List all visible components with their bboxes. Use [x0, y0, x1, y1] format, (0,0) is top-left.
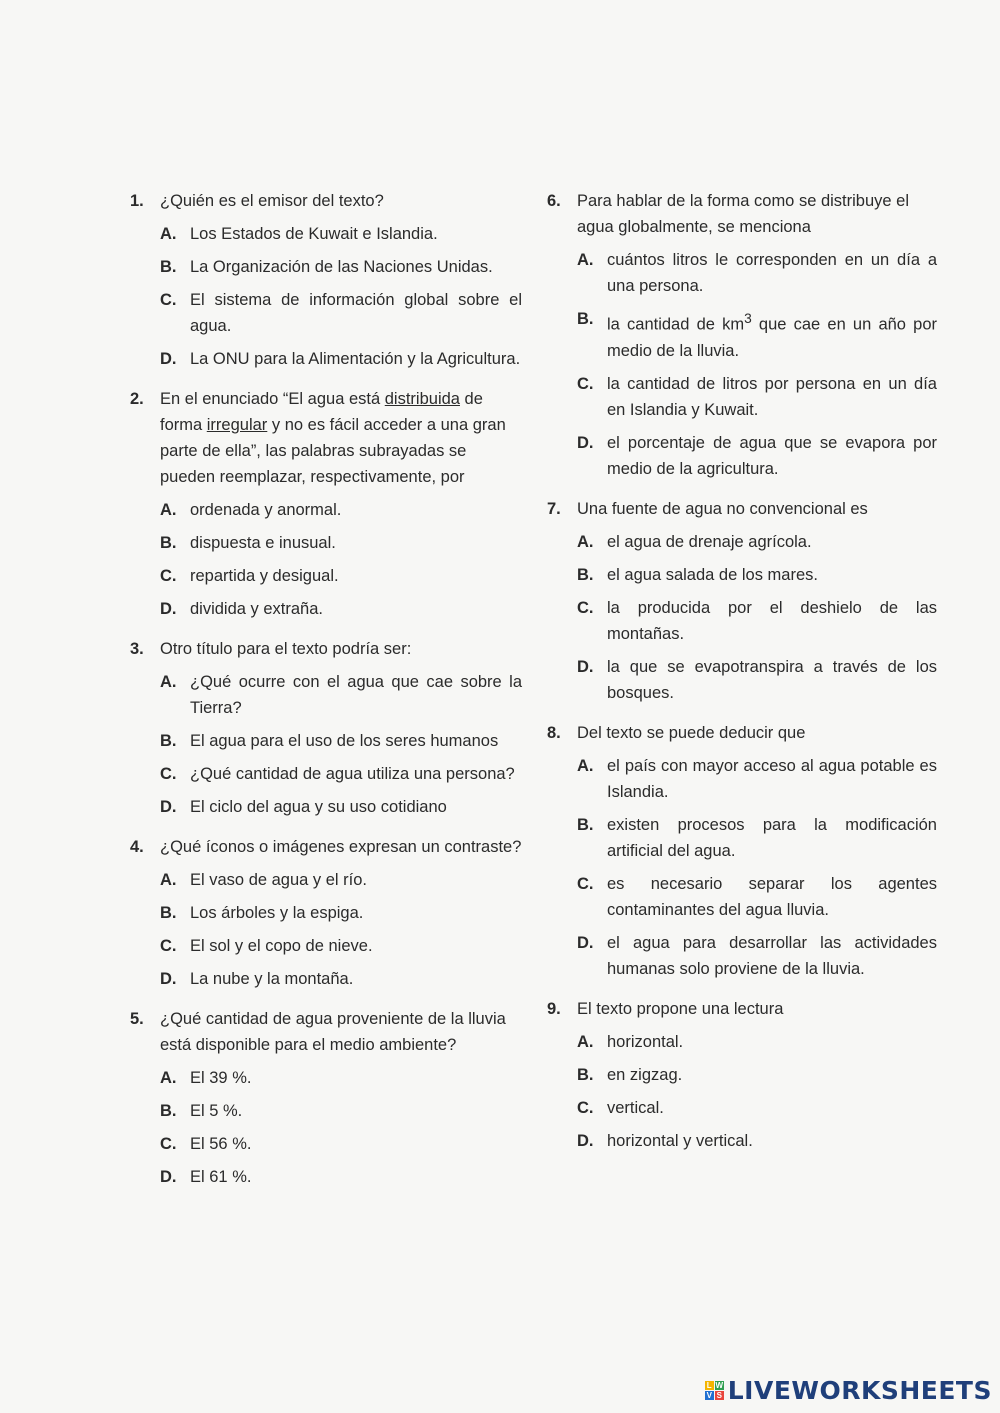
text-segment: de forma	[160, 390, 483, 434]
question-text: Para hablar de la forma como se distribuye el agua globalmente, se menciona	[577, 192, 909, 236]
text-segment: y no es fácil acceder a una gran parte de ella”, las palabras subrayadas se pueden reemplazar, respectivamente, por	[160, 416, 506, 486]
option-text: el país con mayor acceso al agua potable es Islandia.	[607, 756, 937, 801]
option-text: la producida por el deshielo de las montañas.	[607, 598, 937, 643]
option-text: el porcentaje de agua que se evapora por medio de la agricultura.	[607, 433, 937, 478]
option-text: ordenada y anormal.	[190, 501, 342, 519]
logo-tile: W	[715, 1381, 724, 1390]
option[interactable]	[160, 966, 522, 992]
option-text: el agua salada de los mares.	[607, 565, 818, 584]
option-text: La Organización de las Naciones Unidas.	[190, 258, 493, 276]
question-8	[547, 720, 937, 746]
left-column	[130, 188, 522, 1190]
question-text: Otro título para el texto podría ser:	[160, 640, 412, 658]
question-text: El texto propone una lectura	[577, 999, 784, 1018]
option[interactable]	[577, 1095, 937, 1121]
option[interactable]	[160, 596, 522, 622]
option[interactable]	[160, 497, 522, 523]
option[interactable]	[577, 595, 937, 647]
option-text: el agua para desarrollar las actividades humanas solo proviene de la lluvia.	[607, 933, 937, 978]
option[interactable]	[577, 430, 937, 482]
question-number: 3.	[130, 640, 144, 658]
logo-tile: V	[706, 1391, 712, 1400]
question-1	[130, 188, 522, 214]
option-text: El sistema de información global sobre el agua.	[190, 291, 522, 335]
question-text: ¿Quién es el emisor del texto?	[160, 192, 384, 210]
option[interactable]	[160, 530, 522, 556]
option-letter: C.	[577, 874, 594, 893]
option-letter: D.	[160, 600, 177, 618]
question-3	[130, 636, 522, 662]
text-segment: que cae en un año por medio de la lluvia.	[607, 315, 937, 360]
option-letter: D.	[577, 933, 594, 952]
option[interactable]	[160, 1164, 522, 1190]
option-text: la que se evapotranspira a través de los bosques.	[607, 657, 937, 702]
question-text: Una fuente de agua no convencional es	[577, 499, 868, 518]
option-text: existen procesos para la modificación artificial del agua.	[607, 815, 937, 860]
option-text: Los árboles y la espiga.	[190, 904, 364, 922]
option-letter: A.	[577, 251, 594, 269]
option-text: es necesario separar los agentes contaminantes del agua lluvia.	[607, 874, 937, 919]
option-letter: B.	[577, 1065, 594, 1084]
option-letter: A.	[160, 871, 177, 889]
option[interactable]	[160, 563, 522, 589]
option[interactable]	[577, 1128, 937, 1154]
liveworksheets-footer[interactable]	[705, 1376, 992, 1405]
question-text	[160, 386, 522, 490]
option-text: la cantidad de litros por persona en un día en Islandia y Kuwait.	[607, 374, 937, 419]
option-text: ¿Qué cantidad de agua utiliza una persona?	[190, 765, 515, 783]
option-text: Los Estados de Kuwait e Islandia.	[190, 225, 438, 243]
option-letter: D.	[160, 1168, 177, 1186]
question-5	[130, 1006, 522, 1058]
question-number: 2.	[130, 390, 144, 408]
option-text: repartida y desigual.	[190, 567, 339, 585]
text-segment: En el enunciado “El agua está	[160, 390, 385, 408]
option-letter: B.	[160, 904, 177, 922]
option[interactable]	[160, 1065, 522, 1091]
option-text: El 56 %.	[190, 1135, 252, 1153]
option-letter: A.	[577, 532, 594, 551]
logo-tile: L	[705, 1381, 714, 1390]
option-text: El 61 %.	[190, 1168, 252, 1186]
option-letter: D.	[160, 970, 177, 988]
right-column	[547, 188, 937, 1154]
option-letter: C.	[577, 374, 594, 393]
option[interactable]	[577, 306, 937, 364]
liveworksheets-logo-icon	[705, 1381, 724, 1400]
option[interactable]	[577, 871, 937, 923]
option[interactable]	[577, 562, 937, 588]
option-letter: D.	[577, 657, 594, 676]
option-text: ¿Qué ocurre con el agua que cae sobre la Tierra?	[190, 673, 522, 717]
option[interactable]	[160, 1131, 522, 1157]
underlined-word: distribuida	[384, 390, 460, 408]
question-number: 7.	[547, 499, 561, 518]
option-text: vertical.	[607, 1098, 664, 1117]
option[interactable]	[160, 287, 522, 339]
option-text: el agua de drenaje agrícola.	[607, 532, 812, 551]
option[interactable]	[577, 812, 937, 864]
option[interactable]	[160, 254, 522, 280]
option-letter: B.	[577, 565, 594, 584]
underlined-word: irregular	[206, 416, 268, 434]
text-segment: la cantidad de km	[607, 315, 745, 334]
option-text: El sol y el copo de nieve.	[190, 937, 373, 955]
question-4	[130, 834, 522, 860]
option-letter: A.	[160, 225, 177, 243]
question-number: 6.	[547, 192, 561, 210]
question-text: ¿Qué cantidad de agua proveniente de la lluvia está disponible para el medio ambiente?	[160, 1010, 506, 1054]
option-letter: C.	[160, 765, 177, 783]
option-text: El 5 %.	[190, 1102, 243, 1120]
option-letter: D.	[160, 798, 177, 816]
option-letter: A.	[160, 673, 177, 691]
superscript: 3	[744, 311, 752, 326]
option-text: El vaso de agua y el río.	[190, 871, 368, 889]
option[interactable]	[160, 221, 522, 247]
option[interactable]	[160, 761, 522, 787]
option-text: dividida y extraña.	[190, 600, 323, 618]
option-letter: C.	[160, 1135, 177, 1153]
question-7	[547, 496, 937, 522]
option[interactable]	[577, 529, 937, 555]
option[interactable]	[160, 867, 522, 893]
option-letter: D.	[160, 350, 177, 368]
question-9	[547, 996, 937, 1022]
option-text	[607, 306, 937, 364]
option[interactable]	[160, 728, 522, 754]
logo-tile: S	[716, 1391, 722, 1400]
option[interactable]	[577, 753, 937, 805]
option[interactable]	[577, 1029, 937, 1055]
option-letter: A.	[160, 1069, 177, 1087]
option-letter: B.	[160, 534, 177, 552]
question-text: ¿Qué íconos o imágenes expresan un contraste?	[160, 838, 522, 856]
option[interactable]	[160, 900, 522, 926]
option-letter: D.	[577, 1131, 594, 1150]
option-letter: B.	[160, 1102, 177, 1120]
option-letter: C.	[160, 567, 177, 585]
option[interactable]	[577, 1062, 937, 1088]
option[interactable]	[577, 371, 937, 423]
option-text: en zigzag.	[607, 1065, 683, 1084]
option[interactable]	[160, 669, 522, 721]
option-letter: B.	[160, 258, 177, 276]
option-text: horizontal y vertical.	[607, 1131, 753, 1150]
option-text: cuántos litros le corresponden en un día a una persona.	[607, 251, 937, 295]
option-letter: D.	[577, 433, 594, 452]
option-letter: A.	[160, 501, 177, 519]
option-letter: C.	[160, 937, 177, 955]
option-text: La nube y la montaña.	[190, 970, 354, 988]
question-number: 4.	[130, 838, 144, 856]
option-letter: B.	[577, 310, 594, 328]
question-2	[130, 386, 522, 490]
question-number: 1.	[130, 192, 144, 210]
option-letter: A.	[577, 756, 594, 775]
option[interactable]	[160, 1098, 522, 1124]
question-6	[547, 188, 937, 240]
option[interactable]	[577, 930, 937, 982]
brand-name: LIVEWORKSHEETS	[727, 1376, 992, 1405]
option[interactable]	[577, 654, 937, 706]
option[interactable]	[160, 794, 522, 820]
option-letter: B.	[577, 815, 594, 834]
option-text: El agua para el uso de los seres humanos	[190, 732, 499, 750]
option-letter: B.	[160, 732, 177, 750]
option[interactable]	[160, 933, 522, 959]
question-number: 8.	[547, 723, 561, 742]
option[interactable]	[160, 346, 522, 372]
option-letter: C.	[577, 1098, 594, 1117]
option[interactable]	[577, 247, 937, 299]
question-number: 9.	[547, 999, 561, 1018]
question-text: Del texto se puede deducir que	[577, 723, 806, 742]
option-text: El 39 %.	[190, 1069, 252, 1087]
question-number: 5.	[130, 1010, 144, 1028]
option-text: La ONU para la Alimentación y la Agricultura.	[190, 350, 521, 368]
option-text: El ciclo del agua y su uso cotidiano	[190, 798, 447, 816]
option-letter: A.	[577, 1032, 594, 1051]
option-text: horizontal.	[607, 1032, 684, 1051]
option-letter: C.	[160, 291, 177, 309]
option-text: dispuesta e inusual.	[190, 534, 336, 552]
option-letter: C.	[577, 598, 594, 617]
